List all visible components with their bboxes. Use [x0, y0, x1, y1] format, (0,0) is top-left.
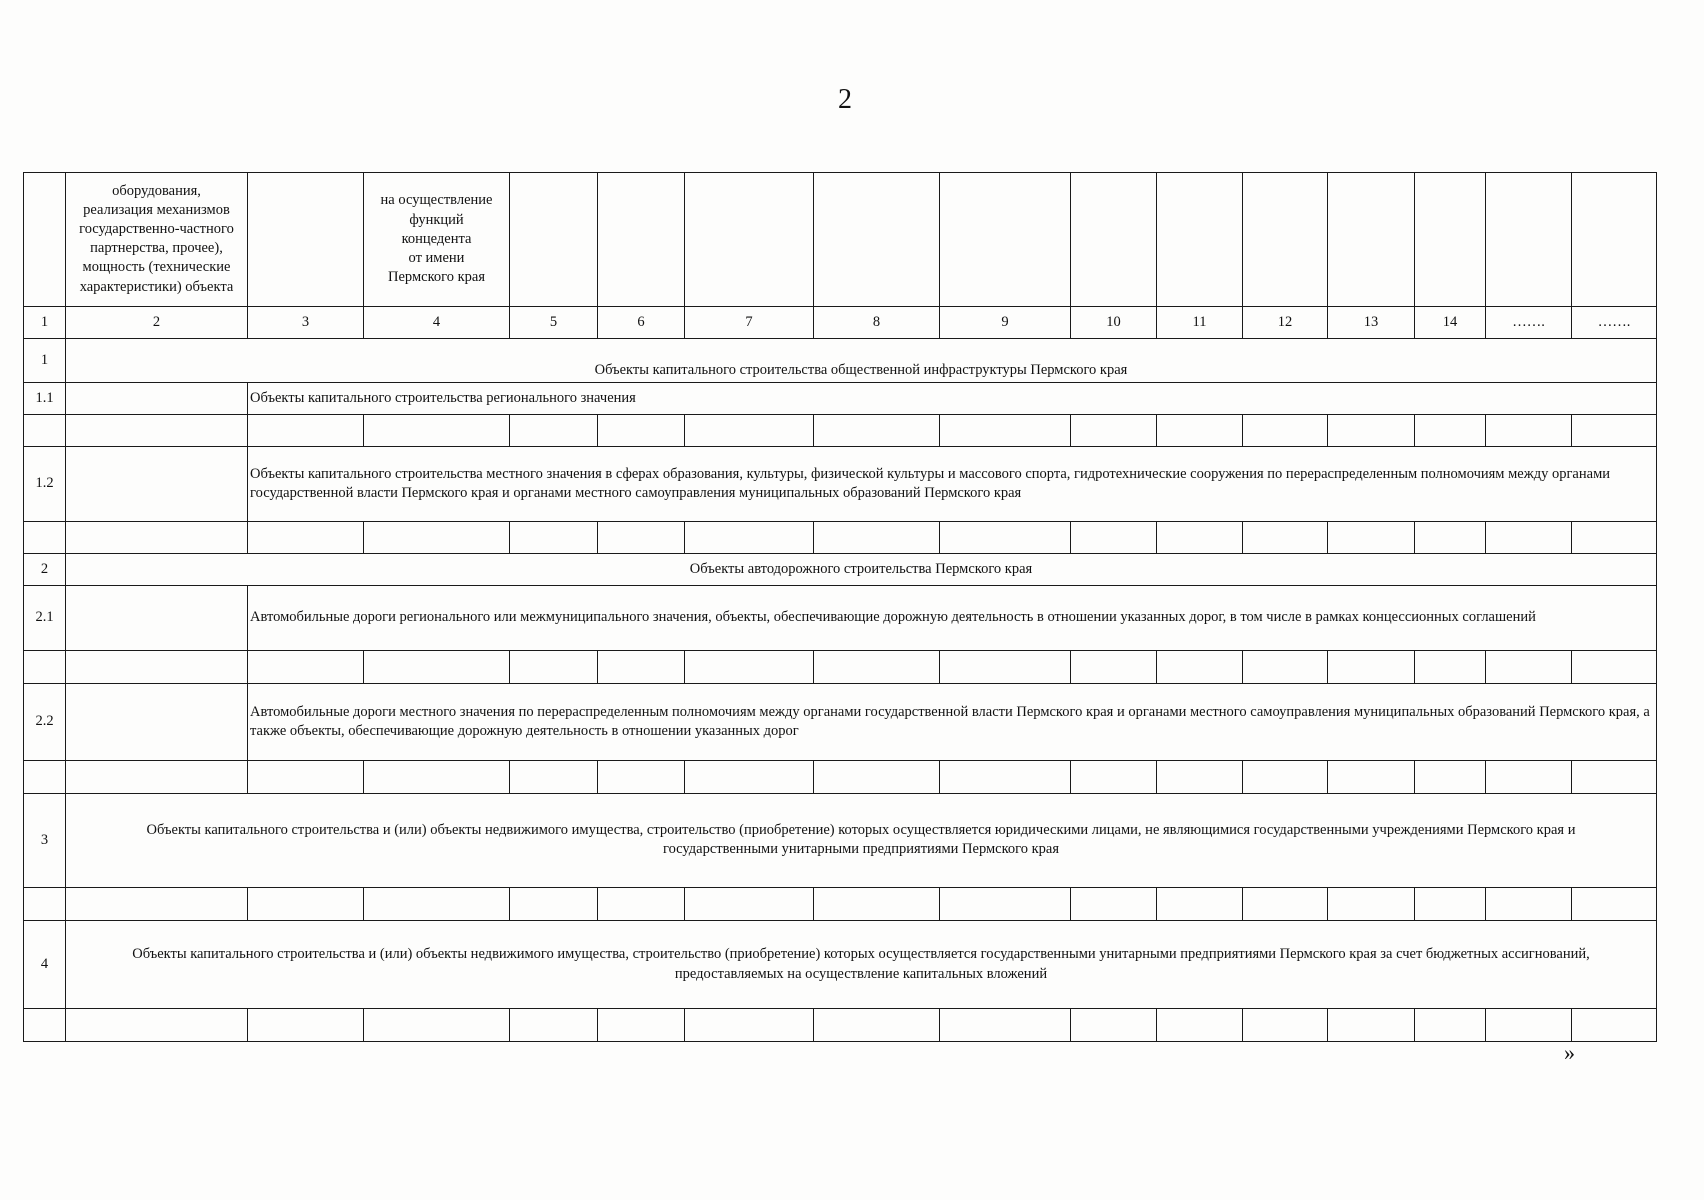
section-row-1-1	[24, 382, 1657, 414]
empty-cell	[814, 888, 940, 921]
empty-cell	[24, 1008, 66, 1041]
column-number: …….	[1486, 306, 1572, 338]
empty-cell	[1071, 760, 1157, 793]
empty-cell	[24, 760, 66, 793]
column-number: 5	[510, 306, 598, 338]
empty-cell	[814, 760, 940, 793]
column-number: 7	[685, 306, 814, 338]
header-cell-1	[24, 173, 66, 307]
empty-cell	[1486, 888, 1572, 921]
empty-cell	[685, 1008, 814, 1041]
empty-cell	[66, 888, 248, 921]
empty-cell	[1243, 1008, 1328, 1041]
empty-cell	[1157, 1008, 1243, 1041]
section-row-3	[24, 793, 1657, 887]
empty-cell	[1486, 760, 1572, 793]
empty-cell	[1486, 521, 1572, 553]
empty-cell	[1415, 1008, 1486, 1041]
header-col4-text: на осуществление функций концедента от имени Пермского края	[380, 192, 493, 285]
section-code: 2.2	[24, 684, 66, 760]
column-number: 11	[1157, 306, 1243, 338]
header-cell-13	[1328, 173, 1415, 307]
empty-row	[24, 1008, 1657, 1041]
empty-cell	[1071, 1008, 1157, 1041]
empty-cell	[598, 651, 685, 684]
column-number: 14	[1415, 306, 1486, 338]
empty-cell	[24, 415, 66, 447]
header-cell-2	[66, 173, 248, 307]
column-number: 1	[24, 306, 66, 338]
column-number: 8	[814, 306, 940, 338]
section-title: Объекты капитального строительства местного значения в сферах образования, культуры, физической культуры и массового спорта, гидротехнические сооружения по перераспределенным полномочиям между органами государственной власти Пермского края и органами местного самоуправления муниципальных образований Пермского края	[248, 447, 1657, 521]
section-title: Объекты капитального строительства и (или) объекты недвижимого имущества, строительство (приобретение) которых осуществляется юридическими лицами, не являющимися государственными учреждениями Пермского края и государственными унитарными предприятиями Пермского края	[66, 793, 1657, 887]
empty-cell	[66, 1008, 248, 1041]
section-code: 2.1	[24, 585, 66, 650]
empty-cell	[1415, 760, 1486, 793]
empty-cell	[1243, 651, 1328, 684]
empty-cell	[1328, 415, 1415, 447]
empty-cell	[1486, 415, 1572, 447]
header-cell-11	[1157, 173, 1243, 307]
column-number: 6	[598, 306, 685, 338]
empty-cell	[364, 1008, 510, 1041]
empty-cell	[510, 651, 598, 684]
column-number: 3	[248, 306, 364, 338]
empty-cell	[248, 521, 364, 553]
empty-cell	[598, 760, 685, 793]
section-code: 4	[24, 921, 66, 1008]
empty-cell	[1157, 760, 1243, 793]
section-row-2	[24, 553, 1657, 585]
empty-cell	[24, 521, 66, 553]
empty-cell	[1328, 651, 1415, 684]
empty-cell	[598, 521, 685, 553]
empty-cell	[1071, 651, 1157, 684]
empty-cell	[1071, 415, 1157, 447]
empty-cell	[510, 1008, 598, 1041]
empty-cell	[814, 521, 940, 553]
empty-cell	[1157, 888, 1243, 921]
empty-cell	[510, 415, 598, 447]
empty-cell	[1572, 521, 1657, 553]
empty-cell	[364, 521, 510, 553]
section-title: Автомобильные дороги регионального или межмуниципального значения, объекты, обеспечивающие дорожную деятельность в отношении указанных дорог, в том числе в рамках концессионных соглашений	[248, 585, 1657, 650]
empty-cell	[1572, 760, 1657, 793]
empty-cell	[248, 415, 364, 447]
section-title: Объекты капитального строительства регионального значения	[248, 382, 1657, 414]
column-number: 13	[1328, 306, 1415, 338]
empty-cell	[1071, 521, 1157, 553]
section-title: Объекты автодорожного строительства Пермского края	[66, 553, 1657, 585]
section-title: Объекты капитального строительства и (или) объекты недвижимого имущества, строительство (приобретение) которых осуществляется государственными унитарными предприятиями Пермского края за счет бюджетных ассигнований, предоставляемых на осуществление капитальных вложений	[66, 921, 1657, 1008]
empty-cell	[66, 521, 248, 553]
header-cell-16	[1572, 173, 1657, 307]
empty-cell	[1328, 760, 1415, 793]
empty-cell	[510, 888, 598, 921]
header-cell-6	[598, 173, 685, 307]
empty-cell	[66, 585, 248, 650]
section-code: 2	[24, 553, 66, 585]
page-number: 2	[838, 84, 852, 115]
section-code: 1.1	[24, 382, 66, 414]
empty-cell	[940, 651, 1071, 684]
column-number-row	[24, 306, 1657, 338]
empty-cell	[1157, 651, 1243, 684]
header-cell-9	[940, 173, 1071, 307]
header-cell-14	[1415, 173, 1486, 307]
section-code: 1	[24, 338, 66, 382]
empty-cell	[1243, 888, 1328, 921]
header-cell-7	[685, 173, 814, 307]
empty-cell	[814, 415, 940, 447]
empty-cell	[1415, 888, 1486, 921]
header-col2-text: оборудования, реализация механизмов государственно-частного партнерства, прочее), мощность (технические характеристики) объекта	[79, 182, 234, 295]
empty-row	[24, 521, 1657, 553]
section-code: 3	[24, 793, 66, 887]
empty-cell	[248, 651, 364, 684]
empty-cell	[685, 651, 814, 684]
empty-cell	[510, 760, 598, 793]
empty-cell	[1415, 415, 1486, 447]
section-code: 1.2	[24, 447, 66, 521]
empty-row	[24, 415, 1657, 447]
column-number: 2	[66, 306, 248, 338]
empty-cell	[1486, 651, 1572, 684]
empty-cell	[1572, 415, 1657, 447]
empty-cell	[940, 888, 1071, 921]
empty-cell	[685, 415, 814, 447]
header-cell-8	[814, 173, 940, 307]
empty-cell	[364, 415, 510, 447]
empty-cell	[248, 1008, 364, 1041]
empty-cell	[685, 521, 814, 553]
closing-quote-mark: »	[1564, 1040, 1575, 1065]
empty-cell	[598, 415, 685, 447]
empty-cell	[1243, 415, 1328, 447]
empty-cell	[248, 760, 364, 793]
empty-row	[24, 760, 1657, 793]
section-row-1	[24, 338, 1657, 382]
header-cell-4	[364, 173, 510, 307]
section-row-4	[24, 921, 1657, 1008]
empty-cell	[1243, 521, 1328, 553]
empty-cell	[24, 651, 66, 684]
empty-cell	[1572, 888, 1657, 921]
empty-cell	[1572, 651, 1657, 684]
column-number: 9	[940, 306, 1071, 338]
header-row	[24, 173, 1657, 307]
empty-cell	[1328, 888, 1415, 921]
empty-cell	[598, 888, 685, 921]
empty-cell	[940, 760, 1071, 793]
empty-cell	[814, 651, 940, 684]
header-cell-12	[1243, 173, 1328, 307]
empty-cell	[66, 651, 248, 684]
section-title: Объекты капитального строительства общественной инфраструктуры Пермского края	[66, 338, 1657, 382]
empty-cell	[1328, 521, 1415, 553]
empty-cell	[940, 1008, 1071, 1041]
objects-table	[23, 172, 1657, 1042]
column-number: …….	[1572, 306, 1657, 338]
section-row-1-2	[24, 447, 1657, 521]
section-title: Автомобильные дороги местного значения по перераспределенным полномочиям между органами государственной власти Пермского края и органами местного самоуправления муниципальных образований Пермского края, а также объекты, обеспечивающие дорожную деятельность в отношении указанных дорог	[248, 684, 1657, 760]
empty-cell	[940, 521, 1071, 553]
column-number: 4	[364, 306, 510, 338]
empty-cell	[1486, 1008, 1572, 1041]
empty-cell	[598, 1008, 685, 1041]
empty-cell	[1415, 521, 1486, 553]
header-cell-3	[248, 173, 364, 307]
empty-cell	[1572, 1008, 1657, 1041]
empty-row	[24, 651, 1657, 684]
section-row-2-1	[24, 585, 1657, 650]
empty-cell	[364, 651, 510, 684]
empty-cell	[66, 684, 248, 760]
column-number: 12	[1243, 306, 1328, 338]
empty-cell	[1071, 888, 1157, 921]
empty-cell	[364, 888, 510, 921]
empty-cell	[510, 521, 598, 553]
empty-cell	[66, 415, 248, 447]
header-cell-5	[510, 173, 598, 307]
header-cell-15	[1486, 173, 1572, 307]
empty-row	[24, 888, 1657, 921]
empty-cell	[1415, 651, 1486, 684]
empty-cell	[66, 447, 248, 521]
empty-cell	[24, 888, 66, 921]
empty-cell	[66, 760, 248, 793]
empty-cell	[685, 888, 814, 921]
column-number: 10	[1071, 306, 1157, 338]
empty-cell	[1328, 1008, 1415, 1041]
empty-cell	[685, 760, 814, 793]
empty-cell	[1243, 760, 1328, 793]
section-row-2-2	[24, 684, 1657, 760]
empty-cell	[1157, 521, 1243, 553]
empty-cell	[248, 888, 364, 921]
empty-cell	[66, 382, 248, 414]
header-cell-10	[1071, 173, 1157, 307]
empty-cell	[814, 1008, 940, 1041]
empty-cell	[940, 415, 1071, 447]
empty-cell	[1157, 415, 1243, 447]
empty-cell	[364, 760, 510, 793]
